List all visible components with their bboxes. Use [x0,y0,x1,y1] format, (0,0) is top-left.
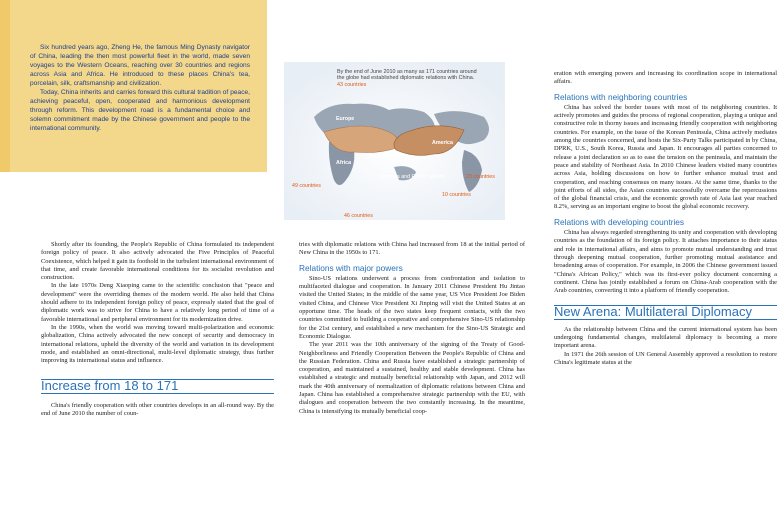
label-46-countries: 46 countries [344,213,373,219]
paragraph: The year 2011 was the 10th anniversary of the signing of the Treaty of Good-Neighborliness and Friendly Cooperation Between the People's Republic of China and the Russian Federation. China and Russia have established a strategic partnership of cooperation, and maintained a sustained, healthy and stable development. China has established a strategic and mutually beneficial relationship with Japan, and 2012 will mark the 40th anniversary of normalization of diplomatic relations between China and Japan. China has established a comprehensive strategic partnership with the EU, with dialogues and cooperation between the two constantly increasing. In the meantime, China is intensifying its mutually beneficial coop- [299,341,525,415]
paragraph: In the 1990s, when the world was moving toward multi-polarization and economic globalization, China actively advocated the new concept of security and democracy in international relations, upheld the diversity of the world and variation in its development mode, and established an omni-directional, multi-level diplomatic strategy, thus further improving its international status and influence. [41,323,274,365]
label-10-countries: 10 countries [442,192,471,198]
label-europe: Europe [336,116,355,122]
label-africa: Africa [336,160,352,166]
intro-box [0,0,267,172]
section-heading: New Arena: Multilateral Diplomacy [554,304,752,320]
map-caption [337,69,477,88]
paragraph: In the late 1970s Deng Xiaoping came to the scientific conclusion that "peace and development" were the overriding themes of the modern world. He also held that China should adhere to its independent foreign policy of peace, expressly stated that the goal of diplomatic work was to strive for China to have a relatively long period of time of a favorable international and peripheral environment for its modernization drive. [41,282,274,323]
intro-paragraph: Six hundred years ago, Zheng He, the famous Ming Dynasty navigator of China, leading the then most powerful fleet in the world, made seven voyages to the Western Oceans, reaching over 30 countries and regions across Asia and Africa. He introduced to these places China's tea, porcelain, silk, craftsmanship and civilization. [30,44,250,87]
intro-text [30,43,250,133]
label-america: America [432,140,453,146]
subsection-heading: Relations with neighboring countries [554,91,688,102]
label-oceania: Oceania and Pacific Islands [380,174,446,180]
paragraph: Shortly after its founding, the People's Republic of China formulated its independent foreign policy of peace. It also actively advocated the Five Principles of Peaceful Coexistence, which helped it gain its foothold in the turbulent international environment of that time, and create favorable international conditions for its socialist revolution and construction. [41,241,274,282]
intro-paragraph: Today, China inherits and carries forward this cultural tradition of peace, achieving peaceful, open, cooperated and harmonious development through reform. This development road is a fundamental choice and solemn commitment made by the Chinese government and people to the international community. [30,89,250,132]
label-asia: Asia [368,154,380,160]
section-heading-box [554,305,777,319]
column-2 [299,241,525,416]
label-23-countries: 23 countries [466,174,495,180]
paragraph: As the relationship between China and the current international system has been undergoing fundamental changes, multilateral diplomacy is becoming a more important arena. [554,325,777,350]
paragraph: eration with emerging powers and increasing its coordination scope in international affairs. [554,70,777,86]
map-caption-count: 43 countries [337,81,367,88]
paragraph: China has always regarded strengthening its unity and cooperation with developing countries as the foundation of its foreign policy. It attaches importance to their status and role in international affairs, and aims to promote mutual understanding and trust through deepening mutual cooperation, further promoting mutual assistance and broadening areas of cooperation. For example, in 2006 the Chinese government issued "China's African Policy," which was its first-ever policy document concerning a continent. China has jointly established a forum on China-Arab cooperation with the Arab countries, converting it into a platform of friendly cooperation. [554,229,777,295]
paragraph: China's friendly cooperation with other countries develops in an all-round way. By the end of June 2010 the number of coun- [41,401,274,418]
paragraph: In 1971 the 26th session of UN General Assembly approved a resolution to restore China's legitimate status at the [554,350,777,366]
section-heading-box [41,379,274,393]
intro-stripe [0,0,10,172]
section-heading: Increase from 18 to 171 [41,378,179,394]
subsection-heading: Relations with developing countries [554,216,685,227]
label-49-countries: 49 countries [292,183,321,189]
paragraph: China has solved the border issues with most of its neighboring countries. It actively promotes and guides the process of regional cooperation, playing a unique and constructive role in thorny issues and increasing friendly cooperation with neighboring countries. For example, on the issue of the Korean Peninsula, China actively mediates among the countries concerned, and hosts the Six-Party Talks participated in by China, DPRK, U.S., South Korea, Russia and Japan. It encourages all parties concerned to release a joint declaration so as to ease the tension on the peninsula, and maintain the peace and stability of Northeast Asia. In 2010 Chinese leaders visited many countries across Asia, holding discussions on how to further enhance mutual trust and cooperation, and reaching consensus on many issues. At the same time, thanks to the joint efforts of all sides, the Asian countries successfully overcame the repercussions of the global financial crisis, and the economic growth rate of Asia last year reached 8.2%, serving as an important engine to boost the global economic recovery. [554,103,777,211]
subsection-heading: Relations with major powers [299,262,403,273]
paragraph: tries with diplomatic relations with China had increased from 18 at the initial period of New China in the 1950s to 171. [299,241,525,257]
column-1 [41,241,274,418]
map-caption-text: By the end of June 2010 as many as 171 countries around the globe had established diplomatic relations with China. [337,69,477,82]
column-3 [554,70,777,367]
paragraph: Sino-US relations underwent a process from confrontation and isolation to multifaceted dialogue and cooperation. In January 2011 Chinese President Hu Jintao visited the United States; in the middle of the same year, US Vice President Joe Biden visited China, and Chinese Vice President Xi Jinping will visit the United States at an opportune time. The heads of the two states keep frequent contacts, with the two countries committed to building a cooperative and comprehensive Sino-US relationship for the 21st century, and established a new mechanism for the Sino-US Strategic and Economic Dialogue. [299,274,525,340]
